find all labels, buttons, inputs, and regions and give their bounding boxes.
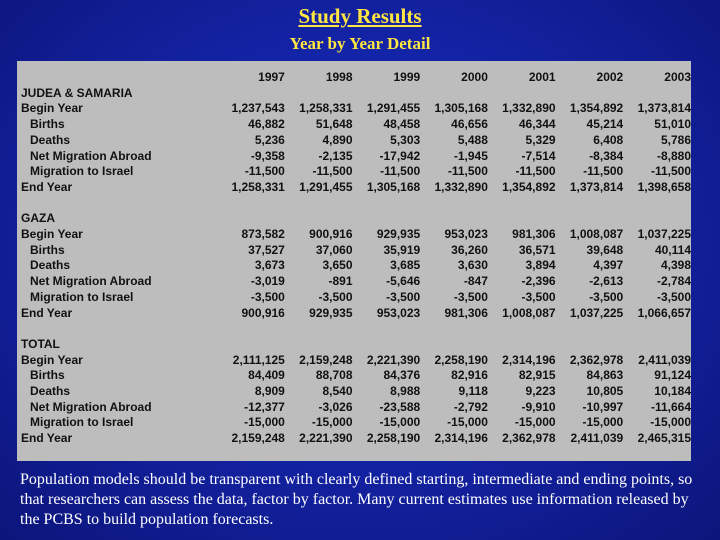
table-body	[21, 86, 691, 447]
table-cell: 1,373,814	[637, 101, 691, 116]
table-cell: -2,784	[656, 274, 691, 289]
table-cell: 3,894	[525, 258, 556, 273]
footer-text: Population models should be transparent with clearly defined starting, intermediate and ending points, so that researchers can assess the data, factor by factor. Many current estimates use information released by the PCBS to build population forecasts.	[20, 471, 693, 528]
row-label: Migration to Israel	[30, 415, 134, 430]
table-cell: 2,314,196	[502, 352, 556, 367]
table-cell: 1,332,890	[502, 101, 556, 116]
row-label: Deaths	[30, 258, 71, 273]
table-cell: 51,010	[654, 117, 691, 132]
table-cell: 981,306	[444, 305, 488, 320]
table-cell: 84,863	[586, 368, 624, 383]
section-spacer	[21, 196, 691, 212]
table-cell: -15,000	[379, 415, 421, 430]
table-cell: 39,648	[586, 242, 624, 257]
table-cell: 84,409	[248, 368, 285, 383]
table-row	[21, 149, 691, 165]
year-header: 1999	[393, 70, 421, 84]
table-row	[21, 400, 691, 416]
year-header: 1997	[258, 70, 285, 84]
table-cell: 48,458	[383, 117, 421, 132]
table-cell: 4,398	[660, 258, 691, 273]
row-label: Begin Year	[21, 352, 83, 367]
table-cell: 1,037,225	[569, 305, 624, 320]
table-cell: 1,037,225	[637, 227, 691, 242]
table-cell: 8,909	[254, 384, 285, 399]
year-header: 2002	[596, 70, 624, 84]
table-cell: 5,303	[390, 132, 421, 147]
table-cell: 45,214	[586, 117, 624, 132]
section-title: TOTAL	[21, 336, 60, 351]
table-row	[21, 415, 691, 431]
row-label: Begin Year	[21, 101, 83, 116]
table-cell: 953,023	[444, 227, 488, 242]
table-cell: 2,159,248	[231, 431, 285, 446]
table-cell: -3,500	[521, 289, 556, 304]
table-cell: -11,500	[583, 164, 624, 179]
table-cell: 40,114	[654, 242, 691, 257]
table-cell: -11,500	[515, 164, 556, 179]
table-cell: -5,646	[386, 274, 421, 289]
table-cell: 1,305,168	[366, 179, 421, 194]
table-row	[21, 306, 691, 322]
table-row	[21, 431, 691, 447]
table-cell: -11,500	[380, 164, 421, 179]
table-row	[21, 353, 691, 369]
table-cell: 36,260	[451, 242, 488, 257]
table-cell: -23,588	[379, 399, 421, 414]
row-label: Migration to Israel	[30, 289, 134, 304]
table-cell: 2,465,315	[637, 431, 691, 446]
table-cell: 6,408	[593, 132, 624, 147]
header-corner	[21, 70, 217, 86]
table-cell: 35,919	[383, 242, 421, 257]
results-table	[21, 70, 691, 447]
slide-subtitle: Year by Year Detail	[289, 34, 431, 53]
table-row	[21, 368, 691, 384]
slide-title: Study Results	[298, 4, 422, 28]
table-cell: 2,362,978	[502, 431, 556, 446]
table-row	[21, 258, 691, 274]
table-row	[21, 384, 691, 400]
row-label: Net Migration Abroad	[30, 274, 152, 289]
table-cell: 8,988	[390, 384, 421, 399]
table-cell: 9,223	[525, 384, 556, 399]
table-cell: 1,291,455	[299, 179, 353, 194]
table-cell: -8,880	[656, 148, 691, 163]
table-cell: 84,376	[383, 368, 421, 383]
table-cell: 3,630	[457, 258, 488, 273]
year-header: 2003	[664, 70, 691, 84]
table-cell: 2,362,978	[569, 352, 624, 367]
table-cell: -17,942	[379, 148, 421, 163]
table-cell: 2,159,248	[299, 352, 353, 367]
table-cell: -11,500	[447, 164, 488, 179]
table-cell: 981,306	[512, 227, 556, 242]
table-cell: -2,135	[318, 148, 353, 163]
table-cell: 1,258,331	[299, 101, 353, 116]
row-label: End Year	[21, 305, 73, 320]
table-cell: -15,000	[244, 415, 285, 430]
table-cell: 4,397	[593, 258, 624, 273]
table-row	[21, 117, 691, 133]
table-cell: 2,411,039	[638, 352, 691, 367]
table-cell: 37,527	[248, 242, 285, 257]
table-cell: -3,026	[318, 399, 353, 414]
table-cell: 91,124	[654, 368, 691, 383]
table-cell: 929,935	[376, 227, 421, 242]
table-cell: 37,060	[315, 242, 353, 257]
table-cell: -15,000	[582, 415, 624, 430]
table-cell: 1,291,455	[366, 101, 421, 116]
table-cell: 900,916	[241, 305, 285, 320]
row-label: Net Migration Abroad	[30, 148, 152, 163]
table-cell: -11,664	[650, 399, 691, 414]
table-cell: -3,500	[386, 289, 421, 304]
table-cell: -1,945	[453, 148, 488, 163]
table-cell: -15,000	[447, 415, 488, 430]
table-cell: 1,008,087	[502, 305, 556, 320]
table-cell: 1,237,543	[231, 101, 285, 116]
table-cell: 1,373,814	[569, 179, 624, 194]
row-label: Migration to Israel	[30, 164, 134, 179]
table-cell: -15,000	[311, 415, 353, 430]
table-cell: 46,344	[518, 117, 556, 132]
table-cell: 953,023	[376, 305, 421, 320]
table-cell: -891	[328, 274, 353, 289]
table-cell: -3,500	[656, 289, 691, 304]
table-cell: 2,411,039	[570, 431, 624, 446]
table-cell: 5,329	[525, 132, 556, 147]
table-cell: -12,377	[244, 399, 285, 414]
row-label: End Year	[21, 179, 73, 194]
row-label: Births	[30, 368, 65, 383]
section-spacer	[21, 321, 691, 337]
table-cell: -3,500	[250, 289, 285, 304]
row-label: Births	[30, 242, 65, 257]
table-row	[21, 164, 691, 180]
table-cell: 929,935	[309, 305, 353, 320]
table-cell: 1,398,658	[637, 179, 691, 194]
table-cell: -15,000	[650, 415, 691, 430]
table-cell: 873,582	[241, 227, 285, 242]
section-header-row	[21, 86, 691, 102]
table-cell: -2,792	[453, 399, 488, 414]
table-cell: -8,384	[589, 148, 624, 163]
table-cell: 1,008,087	[569, 227, 624, 242]
table-cell: -3,500	[318, 289, 353, 304]
table-row	[21, 133, 691, 149]
table-cell: 8,540	[322, 384, 353, 399]
section-header-row	[21, 211, 691, 227]
table-cell: 1,354,892	[502, 179, 556, 194]
table-cell: -7,514	[521, 148, 556, 163]
row-label: Deaths	[30, 132, 71, 147]
table-cell: -11,500	[312, 164, 353, 179]
row-label: Begin Year	[21, 227, 83, 242]
table-cell: 4,890	[322, 132, 353, 147]
year-header: 2001	[528, 70, 556, 84]
table-row	[21, 274, 691, 290]
table-cell: -10,997	[582, 399, 624, 414]
table-cell: 5,236	[254, 132, 285, 147]
table-row	[21, 243, 691, 259]
table-cell: 82,916	[451, 368, 488, 383]
table-cell: -2,396	[521, 274, 556, 289]
table-cell: 88,708	[315, 368, 353, 383]
table-cell: 36,571	[518, 242, 556, 257]
table-cell: 9,118	[458, 384, 488, 399]
table-cell: -3,019	[250, 274, 285, 289]
table-cell: 900,916	[309, 227, 353, 242]
table-cell: 5,786	[660, 132, 691, 147]
table-cell: 46,656	[451, 117, 488, 132]
table-cell: 3,650	[322, 258, 353, 273]
table-cell: 82,915	[518, 368, 556, 383]
table-row	[21, 290, 691, 306]
table-cell: 51,648	[315, 117, 353, 132]
table-cell: -11,500	[650, 164, 691, 179]
table-cell: 5,488	[457, 132, 488, 147]
table-cell: -9,910	[521, 399, 556, 414]
row-label: Net Migration Abroad	[30, 399, 152, 414]
table-cell: -9,358	[250, 148, 285, 163]
header-row	[21, 70, 691, 86]
table-cell: 10,805	[586, 384, 624, 399]
table-row	[21, 180, 691, 196]
row-label: Deaths	[30, 384, 71, 399]
table-cell: -11,500	[244, 164, 285, 179]
table-row	[21, 227, 691, 243]
year-header: 1998	[325, 70, 353, 84]
table-cell: -2,613	[589, 274, 624, 289]
table-cell: 2,111,125	[232, 352, 285, 367]
table-cell: -15,000	[514, 415, 556, 430]
table-cell: 3,685	[390, 258, 421, 273]
table-panel	[17, 61, 691, 461]
row-label: End Year	[21, 431, 73, 446]
table-cell: 1,305,168	[434, 101, 488, 116]
table-cell: 2,258,190	[434, 352, 488, 367]
year-header: 2000	[461, 70, 488, 84]
table-cell: 2,314,196	[434, 431, 488, 446]
row-label: Births	[30, 117, 65, 132]
table-cell: 2,258,190	[366, 431, 421, 446]
table-cell: 1,332,890	[434, 179, 488, 194]
table-row	[21, 101, 691, 117]
section-title: GAZA	[21, 211, 55, 226]
table-cell: 2,221,390	[299, 431, 353, 446]
table-cell: 1,066,657	[637, 305, 691, 320]
table-cell: -847	[463, 274, 488, 289]
table-cell: 1,354,892	[569, 101, 624, 116]
section-title: JUDEA & SAMARIA	[21, 85, 133, 100]
table-cell: 3,673	[254, 258, 285, 273]
table-cell: 10,184	[654, 384, 691, 399]
table-cell: -3,500	[453, 289, 488, 304]
section-header-row	[21, 337, 691, 353]
table-cell: 46,882	[248, 117, 285, 132]
table-cell: 2,221,390	[366, 352, 421, 367]
table-cell: 1,258,331	[231, 179, 285, 194]
table-cell: -3,500	[589, 289, 624, 304]
